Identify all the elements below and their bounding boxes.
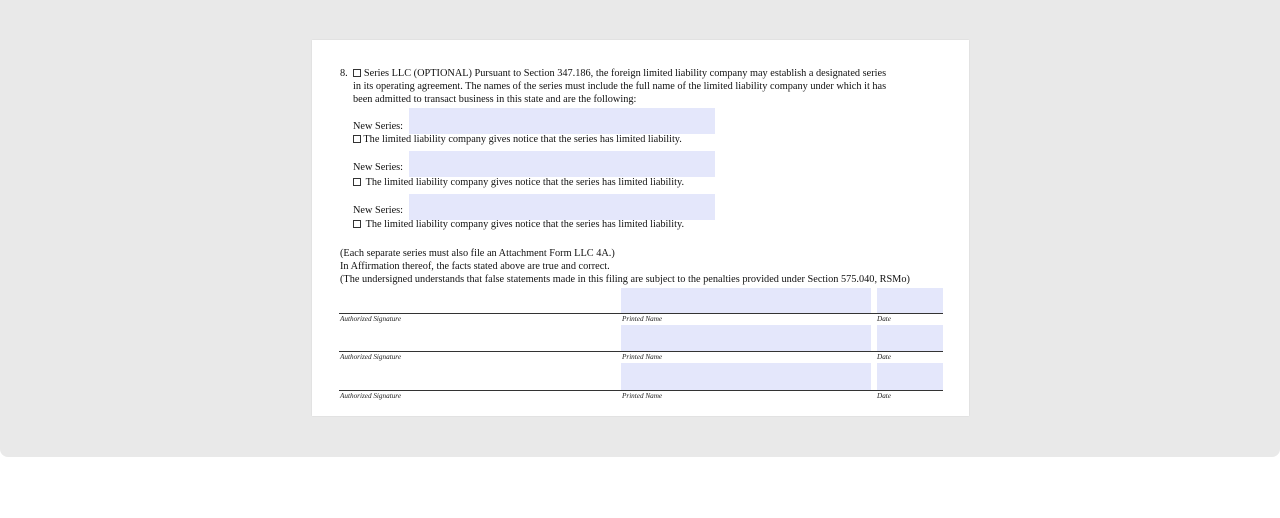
- new-series-2-label: New Series:: [353, 162, 404, 173]
- new-series-1-label: New Series:: [353, 121, 404, 132]
- section-8-line-3: been admitted to transact business in this state and are the following:: [353, 94, 637, 105]
- printed-name-caption-1: Printed Name: [622, 315, 663, 323]
- series-2-limited-liability-checkbox[interactable]: [353, 178, 361, 186]
- printed-name-2-input[interactable]: [621, 325, 871, 351]
- printed-name-caption-2: Printed Name: [622, 353, 663, 361]
- affirmation-text: In Affirmation thereof, the facts stated above are true and correct.: [340, 261, 610, 272]
- signature-line-3: [339, 390, 943, 391]
- new-series-3-input[interactable]: [409, 194, 715, 220]
- section-8-line-1: [340, 67, 886, 81]
- signature-line-2: [339, 351, 943, 352]
- authorized-signature-caption-1: Authorized Signature: [340, 315, 402, 323]
- series-1-notice-row: [353, 133, 682, 147]
- series-3-notice-row: [353, 218, 684, 232]
- printed-name-3-input[interactable]: [621, 363, 871, 390]
- series-1-limited-liability-checkbox[interactable]: [353, 135, 361, 143]
- series-2-notice-row: [353, 176, 684, 190]
- attachment-note: (Each separate series must also file an Attachment Form LLC 4A.): [340, 248, 615, 259]
- new-series-3-label: New Series:: [353, 205, 404, 216]
- authorized-signature-caption-3: Authorized Signature: [340, 392, 402, 400]
- form-page: [312, 40, 969, 416]
- section-number: 8.: [340, 68, 348, 79]
- printed-name-1-input[interactable]: [621, 288, 871, 313]
- signature-line-1: [339, 313, 943, 314]
- penalty-note: (The undersigned understands that false statements made in this filing are subject to the penalties provided under Section 575.040, RSMo): [340, 274, 910, 285]
- date-1-input[interactable]: [877, 288, 943, 313]
- series-2-notice-text: The limited liability company gives notice that the series has limited liability.: [365, 177, 685, 188]
- series-3-notice-text: The limited liability company gives notice that the series has limited liability.: [365, 219, 685, 230]
- date-3-input[interactable]: [877, 363, 943, 390]
- series-llc-checkbox[interactable]: [353, 69, 361, 77]
- series-3-limited-liability-checkbox[interactable]: [353, 220, 361, 228]
- section-8-text-1: Series LLC (OPTIONAL) Pursuant to Section 347.186, the foreign limited liability company may establish a designated series: [363, 68, 887, 79]
- date-caption-2: Date: [877, 353, 891, 361]
- date-caption-1: Date: [877, 315, 891, 323]
- date-caption-3: Date: [877, 392, 891, 400]
- section-8-line-2: in its operating agreement. The names of the series must include the full name of the limited liability company under which it has: [353, 81, 887, 92]
- authorized-signature-caption-2: Authorized Signature: [340, 353, 402, 361]
- printed-name-caption-3: Printed Name: [622, 392, 663, 400]
- new-series-1-input[interactable]: [409, 108, 715, 134]
- series-1-notice-text: The limited liability company gives notice that the series has limited liability.: [363, 134, 682, 145]
- new-series-2-input[interactable]: [409, 151, 715, 177]
- date-2-input[interactable]: [877, 325, 943, 351]
